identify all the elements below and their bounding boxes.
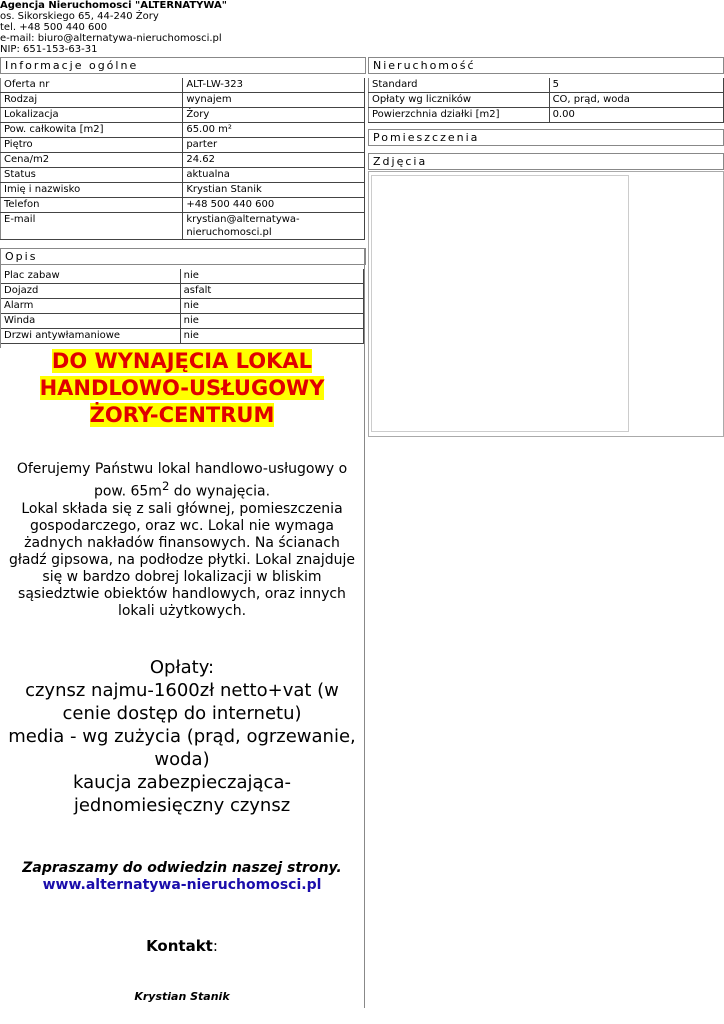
general-value: 65.00 m²: [183, 123, 365, 138]
general-label: Rodzaj: [1, 93, 183, 108]
description-label: Winda: [1, 314, 181, 329]
general-info-table: [0, 78, 365, 240]
title-line-2: HANDLOWO-USŁUGOWY: [39, 376, 325, 400]
description-value: asfalt: [180, 284, 363, 299]
description-label: Plac zabaw: [1, 269, 181, 284]
general-label: Telefon: [1, 198, 183, 213]
general-value: +48 500 440 600: [183, 198, 365, 213]
general-row: [1, 213, 365, 240]
agency-header: [0, 0, 227, 55]
fees-rent: czynsz najmu-1600zł netto+vat (w cenie dostęp do internetu): [25, 680, 339, 724]
title-line-1: DO WYNAJĘCIA LOKAL: [51, 349, 313, 373]
property-label: Standard: [369, 78, 550, 93]
description-value: nie: [180, 269, 363, 284]
general-label: Status: [1, 168, 183, 183]
property-label: Opłaty wg liczników: [369, 93, 550, 108]
property-row: [369, 108, 724, 123]
photos-heading: Zdjęcia: [368, 153, 724, 170]
fees-section: [0, 656, 364, 817]
photo-placeholder[interactable]: [371, 175, 629, 432]
general-value: parter: [183, 138, 365, 153]
description-row: [1, 314, 364, 329]
general-row: [1, 78, 365, 93]
invite-section: [0, 860, 364, 894]
property-label: Powierzchnia działki [m2]: [369, 108, 550, 123]
description-row: [1, 299, 364, 314]
general-label: E-mail: [1, 213, 183, 240]
property-row: [369, 93, 724, 108]
general-row: [1, 153, 365, 168]
property-value: 5: [549, 78, 723, 93]
property-row: [369, 78, 724, 93]
premises-description: Lokal składa się z sali głównej, pomieszczenia gospodarczego, oraz wc. Lokal nie wymaga żadnych nakładów finansowych. Na ścianach gładź gipsowa, na podłodze płytki. Lokal znajduje się w bardzo dobrej lokalizacji w bliskim sąsiedztwie obiektów handlowych, oraz innych lokali użytkowych.: [8, 500, 356, 619]
general-row: [1, 168, 365, 183]
property-value: CO, prąd, woda: [549, 93, 723, 108]
description-row: [1, 269, 364, 284]
general-row: [1, 183, 365, 198]
property-heading: Nieruchomość: [368, 57, 724, 74]
general-label: Imię i nazwisko: [1, 183, 183, 198]
description-row: [1, 284, 364, 299]
website-link[interactable]: www.alternatywa-nieruchomosci.pl: [42, 877, 322, 893]
description-value: nie: [180, 299, 363, 314]
fees-title: Opłaty:: [149, 657, 215, 678]
fees-deposit: kaucja zabezpieczająca- jednomiesięczny czynsz: [73, 772, 291, 816]
general-value: Żory: [183, 108, 365, 123]
description-label: Drzwi antywłamaniowe: [1, 329, 181, 344]
offer-text-end: do wynajęcia.: [169, 483, 271, 500]
description-value: nie: [180, 314, 363, 329]
description-label: Alarm: [1, 299, 181, 314]
general-value: aktualna: [183, 168, 365, 183]
general-info-heading: Informacje ogólne: [0, 57, 366, 74]
rooms-heading: Pomieszczenia: [368, 129, 724, 146]
contact-person: Krystian Stanik: [134, 990, 230, 1003]
description-row: [1, 329, 364, 344]
general-value: Krystian Stanik: [183, 183, 365, 198]
agency-email: e-mail: biuro@alternatywa-nieruchomosci.pl: [0, 33, 222, 44]
contact-colon: :: [212, 937, 218, 955]
agency-address: os. Sikorskiego 65, 44-240 Żory: [0, 11, 159, 22]
general-row: [1, 123, 365, 138]
general-value: 24.62: [183, 153, 365, 168]
general-row: [1, 93, 365, 108]
contact-section: [0, 937, 364, 955]
general-value: krystian@alternatywa-nieruchomosci.pl: [183, 213, 365, 240]
agency-name: Agencja Nieruchomosci "ALTERNATYWA": [0, 0, 227, 11]
offer-text: Oferujemy Państwu lokal handlowo-usługowy o pow. 65m: [16, 461, 348, 500]
general-label: Oferta nr: [1, 78, 183, 93]
invite-text: Zapraszamy do odwiedzin naszej strony.: [22, 860, 342, 876]
description-column-border: [364, 248, 365, 1008]
description-value: nie: [180, 329, 363, 344]
fees-utilities: media - wg zużycia (prąd, ogrzewanie, woda): [8, 726, 356, 770]
description-label: Dojazd: [1, 284, 181, 299]
property-value: 0.00: [549, 108, 723, 123]
description-paragraph: [0, 461, 364, 620]
listing-title: [0, 348, 364, 429]
description-left-border: [0, 248, 1, 348]
general-row: [1, 108, 365, 123]
title-line-3: ŻORY-CENTRUM: [89, 403, 275, 427]
general-row: [1, 138, 365, 153]
offer-superscript: 2: [161, 479, 170, 493]
description-table: [0, 269, 364, 344]
general-label: Piętro: [1, 138, 183, 153]
description-heading: Opis: [0, 248, 366, 265]
general-label: Lokalizacja: [1, 108, 183, 123]
general-label: Cena/m2: [1, 153, 183, 168]
property-table: [368, 78, 724, 123]
agency-phone: tel. +48 500 440 600: [0, 22, 108, 33]
general-value: ALT-LW-323: [183, 78, 365, 93]
general-label: Pow. całkowita [m2]: [1, 123, 183, 138]
general-value: wynajem: [183, 93, 365, 108]
general-row: [1, 198, 365, 213]
contact-label: Kontakt: [146, 937, 213, 955]
agency-nip: NIP: 651-153-63-31: [0, 44, 98, 55]
